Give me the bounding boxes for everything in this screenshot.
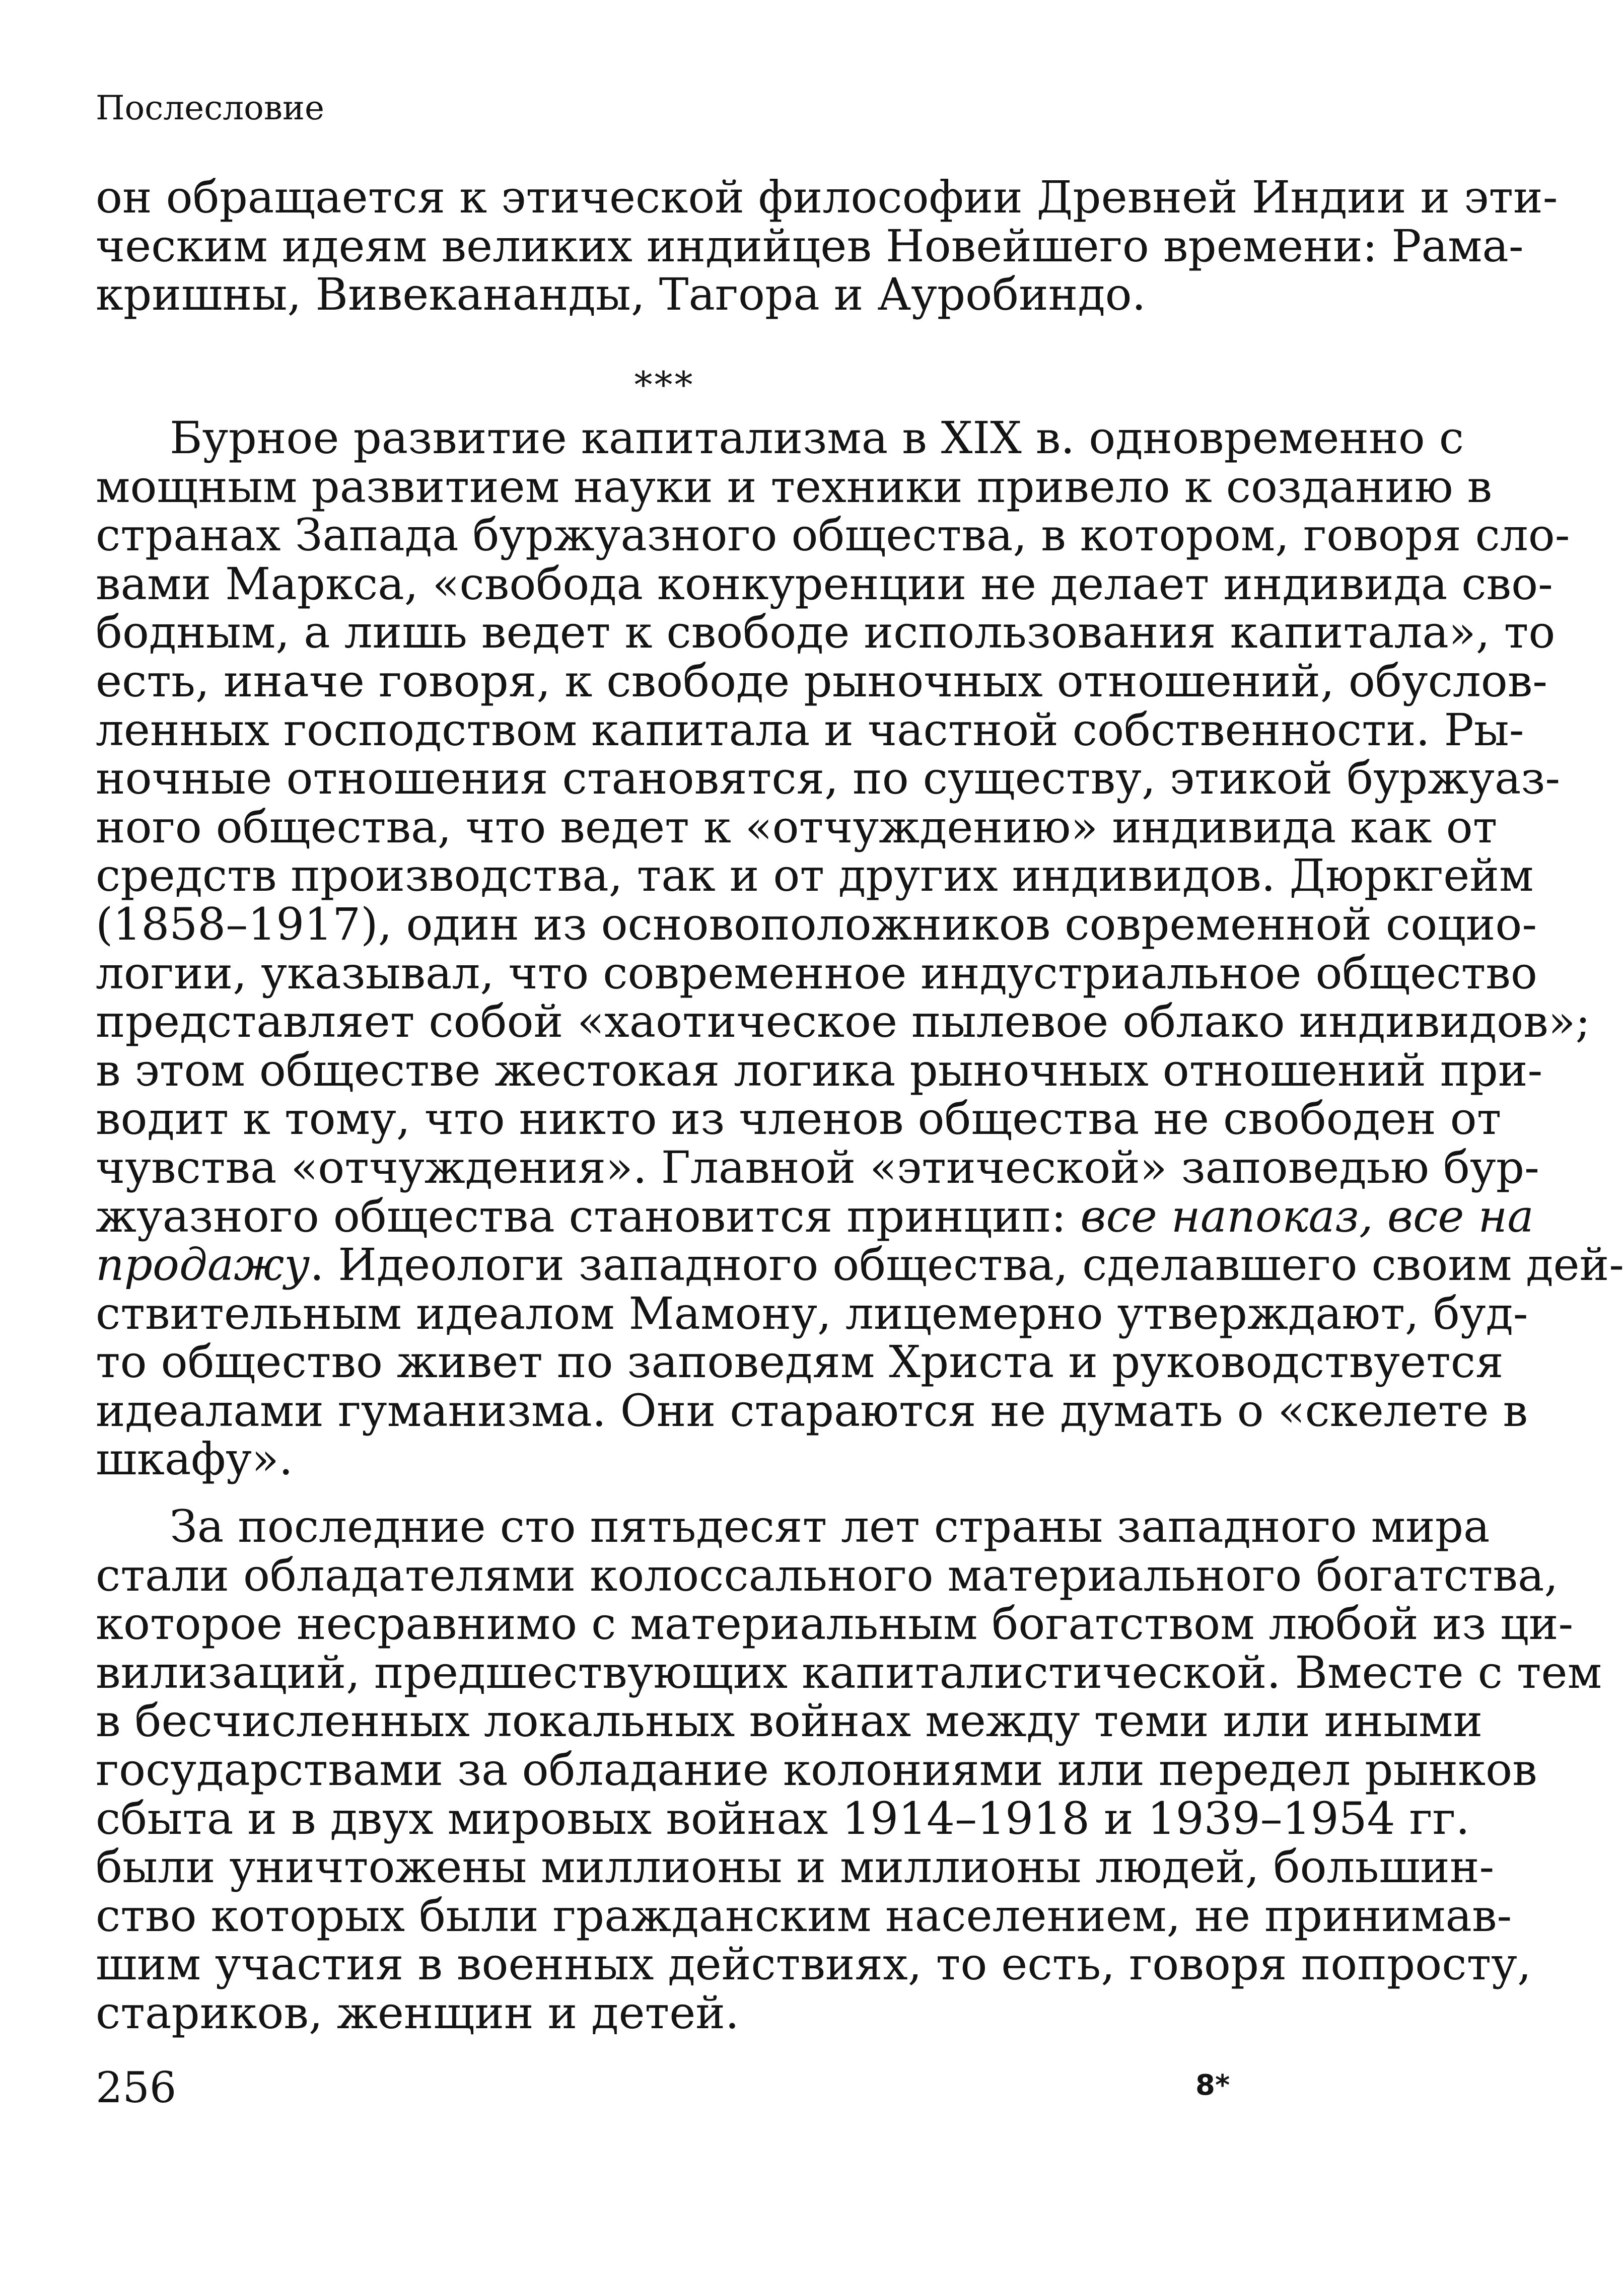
text-line: вилизаций, предшествующих капиталистической. Вместе с тем [96, 1646, 1602, 1698]
text-line: (1858–1917), один из основоположников современной социо- [96, 898, 1537, 950]
text-line: логии, указывал, что современное индустриальное общество [96, 947, 1537, 999]
text-line: в этом обществе жестокая логика рыночных отношений при- [96, 1044, 1543, 1096]
text-line: шим участия в военных действиях, то есть, говоря попросту, [96, 1938, 1531, 1990]
text-line: идеалами гуманизма. Они стараются не думать о «скелете в [96, 1384, 1528, 1437]
text-line: которое несравнимо с материальным богатством любой из ци- [96, 1598, 1574, 1650]
text-line: Бурное развитие капитализма в XIX в. одновременно с [170, 412, 1464, 464]
text-line: водит к тому, что никто из членов общества не свободен от [96, 1093, 1502, 1145]
text-line [96, 1239, 1624, 1291]
text-line [96, 1190, 1534, 1242]
page-number: 256 [96, 2063, 177, 2112]
text-line: то общество живет по заповедям Христа и руководствуется [96, 1336, 1504, 1388]
intro-paragraph [96, 171, 1558, 321]
text-line: ного общества, что ведет к «отчуждению» индивида как от [96, 801, 1498, 853]
text-line: шкафу». [96, 1433, 293, 1485]
text-line: сбыта и в двух мировых войнах 1914–1918 и 1939–1954 гг. [96, 1792, 1470, 1844]
text-fragment: жуазного общества становится принцип: [96, 1190, 1081, 1242]
text-line: ствительным идеалом Мамону, лицемерно утверждают, буд- [96, 1287, 1528, 1339]
text-line: вами Маркса, «свобода конкуренции не делает индивида сво- [96, 557, 1553, 610]
paragraph-capitalism [96, 412, 1624, 1485]
text-line: средств производства, так и от других индивидов. Дюркгейм [96, 849, 1534, 902]
text-line: кришны, Вивекананды, Тагора и Ауробиндо. [96, 268, 1146, 321]
text-line: стариков, женщин и детей. [96, 1986, 739, 2039]
text-line: ство которых были гражданским населением, не принимав- [96, 1889, 1512, 1942]
text-line: были уничтожены миллионы и миллионы людей, большин- [96, 1841, 1495, 1893]
italic-phrase: продажу [96, 1239, 310, 1291]
section-divider: *** [634, 364, 695, 406]
text-line: ческим идеям великих индийцев Новейшего времени: Рама- [96, 220, 1524, 272]
text-line: стали обладателями колоссального материального богатства, [96, 1549, 1559, 1601]
text-line: в бесчисленных локальных войнах между теми или иными [96, 1695, 1483, 1747]
text-line: он обращается к этической философии Древней Индии и эти- [96, 171, 1558, 223]
paragraph-western-wealth [96, 1501, 1602, 2039]
text-line: государствами за обладание колониями или передел рынков [96, 1743, 1537, 1796]
text-line: бодным, а лишь ведет к свободе использования капитала», то [96, 606, 1556, 659]
text-line: представляет собой «хаотическое пылевое облако индивидов»; [96, 995, 1591, 1048]
running-head: Послесловие [96, 89, 325, 127]
signature-mark: 8* [1195, 2069, 1230, 2102]
text-line: ленных господством капитала и частной собственности. Ры- [96, 703, 1524, 756]
text-line: странах Запада буржуазного общества, в котором, говоря сло- [96, 509, 1570, 561]
text-line: мощным развитием науки и техники привело к созданию в [96, 460, 1493, 513]
text-line: есть, иначе говоря, к свободе рыночных отношений, обуслов- [96, 655, 1548, 707]
text-line: За последние сто пятьдесят лет страны западного мира [170, 1501, 1490, 1552]
italic-phrase: все напоказ, все на [1080, 1190, 1534, 1242]
text-line: ночные отношения становятся, по существу, этикой буржуаз- [96, 752, 1561, 805]
text-line: чувства «отчуждения». Главной «этической» заповедью бур- [96, 1141, 1539, 1193]
text-fragment: . Идеологи западного общества, сделавшего своим дей- [310, 1239, 1624, 1291]
